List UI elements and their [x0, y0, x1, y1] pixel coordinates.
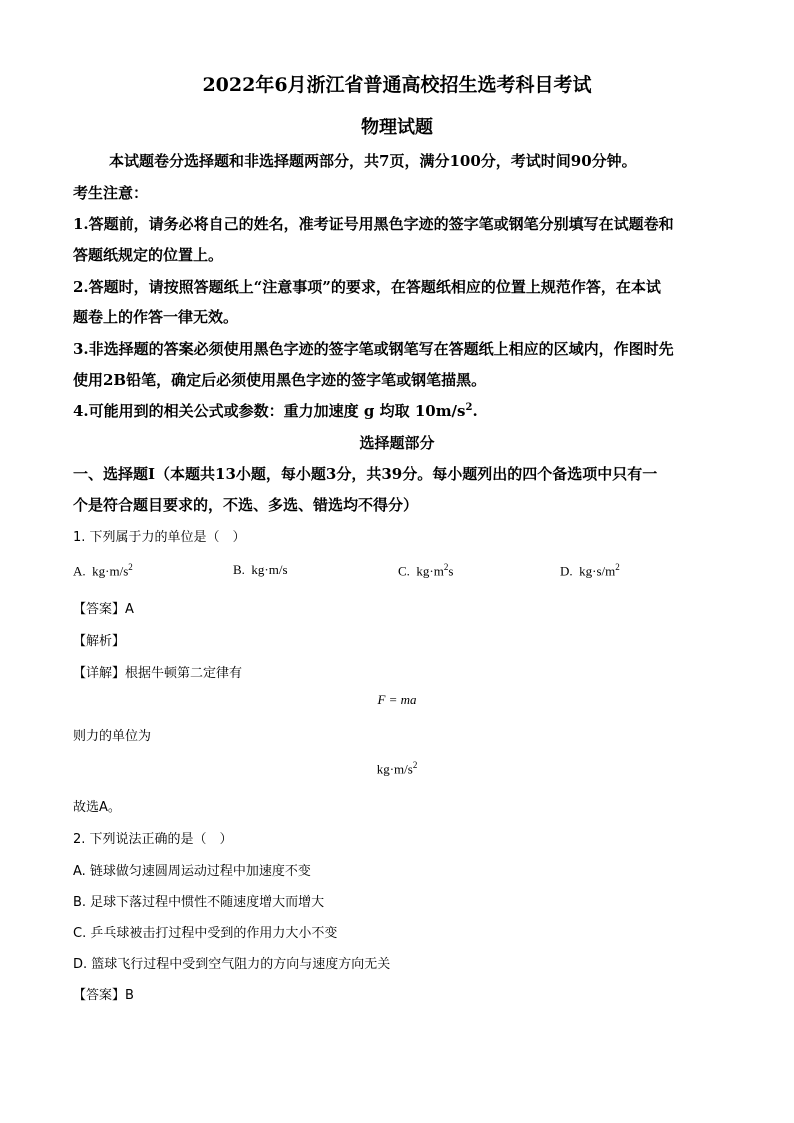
- question-1-conclusion: 故选A。: [73, 800, 121, 815]
- question-1-answer: [73, 598, 134, 617]
- answer-value: A: [125, 602, 134, 617]
- unit-formula: [0, 760, 794, 777]
- notice-item-1-line-1: 1.答题前，请务必将自己的姓名，准考证号用黑色字迹的签字笔或钢笔分别填写在试题卷和: [73, 215, 674, 233]
- question-1-stem: 1. 下列属于力的单位是（ ）: [73, 530, 246, 545]
- section-heading: 选择题部分: [359, 434, 435, 452]
- exam-subtitle: 物理试题: [361, 117, 433, 138]
- question-1-option-b: [233, 562, 288, 578]
- answer-value: B: [125, 988, 134, 1003]
- notice-item-4-text: 4.可能用到的相关公式或参数：重力加速度 g 均取 10m/s: [73, 402, 466, 420]
- analysis-tag: 【解析】: [73, 634, 126, 649]
- option-unit: kg·m: [416, 563, 444, 579]
- question-2-stem: 2. 下列说法正确的是（ ）: [73, 832, 233, 847]
- notice-item-3-line-1: 3.非选择题的答案必须使用黑色字迹的签字笔或钢笔写在答题纸上相应的区域内，作图时先: [73, 340, 674, 358]
- exam-intro: 本试题卷分选择题和非选择题两部分，共7页，满分100分，考试时间90分钟。: [109, 152, 637, 170]
- detail-tag: 【详解】: [73, 666, 126, 681]
- option-unit: kg·m/s: [251, 562, 288, 577]
- unit-formula-text: kg·m/s: [376, 761, 413, 777]
- option-letter: A.: [73, 563, 86, 579]
- option-letter: B.: [233, 562, 245, 577]
- unit-statement: 则力的单位为: [73, 729, 152, 744]
- question-2-option-b: B. 足球下落过程中惯性不随速度增大而增大: [73, 895, 325, 910]
- notice-item-4: [73, 400, 478, 421]
- option-superscript: 2: [615, 562, 620, 572]
- question-1-option-c: [398, 562, 453, 579]
- question-2-answer: [73, 984, 134, 1003]
- option-unit: kg·s/m: [579, 563, 616, 579]
- detail-text: 根据牛顿第二定律有: [125, 666, 243, 681]
- question-1-analysis-tag: [73, 630, 125, 649]
- question-1-detail: [73, 662, 242, 681]
- answer-tag: 【答案】: [73, 602, 126, 617]
- part-instruction-line-1: 一、选择题Ⅰ（本题共13小题，每小题3分，共39分。每小题列出的四个备选项中只有一: [73, 465, 658, 483]
- newton-formula: F = ma: [377, 692, 417, 707]
- option-unit-tail: s: [448, 563, 454, 579]
- unit-formula-superscript: 2: [412, 760, 418, 770]
- question-2-option-a: A. 链球做匀速圆周运动过程中加速度不变: [73, 864, 311, 879]
- option-superscript: 2: [443, 562, 449, 572]
- option-unit: kg·m/s: [92, 563, 129, 579]
- notice-item-3-line-2: 使用2B铅笔，确定后必须使用黑色字迹的签字笔或钢笔描黑。: [73, 371, 487, 389]
- answer-tag: 【答案】: [73, 988, 126, 1003]
- question-2-option-c: C. 乒乓球被击打过程中受到的作用力大小不变: [73, 926, 338, 941]
- question-1-option-a: [73, 562, 133, 579]
- question-1-option-d: [560, 562, 620, 579]
- notice-item-1-line-2: 答题纸规定的位置上。: [73, 246, 224, 264]
- notice-item-2-line-1: 2.答题时，请按照答题纸上“注意事项”的要求，在答题纸相应的位置上规范作答，在本试: [73, 278, 661, 296]
- part-instruction-line-2: 个是符合题目要求的，不选、多选、错选均不得分）: [73, 496, 419, 514]
- notice-item-4-tail: .: [472, 402, 478, 420]
- question-2-option-d: D. 篮球飞行过程中受到空气阻力的方向与速度方向无关: [73, 957, 391, 972]
- exam-title: 2022年6月浙江省普通高校招生选考科目考试: [202, 74, 592, 96]
- notice-item-4-superscript: 2: [465, 402, 473, 413]
- option-letter: C.: [398, 563, 410, 579]
- option-superscript: 2: [128, 562, 133, 572]
- notice-label: 考生注意：: [73, 184, 149, 202]
- option-letter: D.: [560, 563, 573, 579]
- notice-item-2-line-2: 题卷上的作答一律无效。: [73, 308, 239, 326]
